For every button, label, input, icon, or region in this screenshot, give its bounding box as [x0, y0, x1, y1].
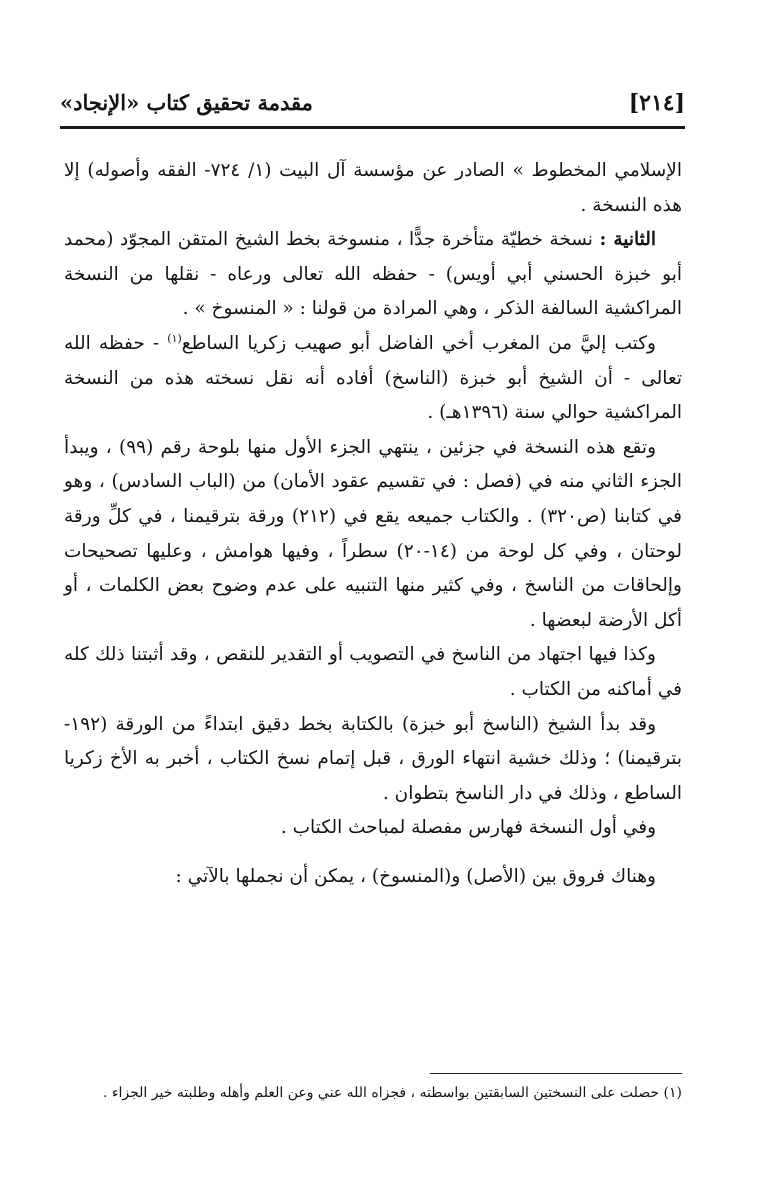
second-copy-lead: الثانية : — [599, 229, 656, 251]
paragraph-continuation: الإسلامي المخطوط » الصادر عن مؤسسة آل البيت (١/ ٧٢٤- الفقه وأصوله) إلا هذه النسخة . — [64, 160, 682, 216]
paragraph-description: وتقع هذه النسخة في جزئين ، ينتهي الجزء الأول منها بلوحة رقم (٩٩) ، ويبدأ الجزء الثاني منه في (فصل : في تقسيم عقود الأمان) من (الباب السادس) ، وهو في كتابنا (ص٣٢٠) . والكتاب جميعه يقع في (٢١٢) ورقة بترقيمنا ، في كلِّ ورقة لوحتان ، وفي كل لوحة من (١٤-٢٠) سطراً ، وفيها هوامش ، وعليها تصحيحات وإلحاقات من الناسخ ، وفي كثير منها التنبيه على عدم وضوح بعض الكلمات ، أو أكل الأرضة لبعضها . — [64, 436, 683, 631]
running-title: مقدمة تحقيق كتاب «الإنجاد» — [60, 90, 313, 115]
header-rule — [60, 126, 685, 129]
paragraph-corrections: وكذا فيها اجتهاد من الناسخ في التصويب أو التقدير للنقص ، وقد أثبتنا ذلك كله في أماكنه من الكتاب . — [64, 644, 682, 700]
footnote: (١) حصلت على النسختين السابقتين بواسطته ، فجزاه الله عني وعن العلم وأهله وطلبته خير الجزاء . — [103, 1085, 682, 1101]
footnote-marker: (١) — [167, 331, 182, 345]
page-number: [٢١٤] — [628, 90, 685, 116]
body-text — [64, 154, 682, 894]
correspondence-text-end: - حفظه الله تعالى - أن الشيخ أبو خبزة (الناسخ) أفاده أنه نقل نسخته هذه من النسخة المراكشية حوالي سنة (١٣٩٦هـ) . — [64, 332, 682, 424]
second-copy-text: نسخة خطيّة متأخرة جدًّا ، منسوخة بخط الشيخ المتقن المجوّد (محمد أبو خبزة الحسني أبي أويس) - حفظه الله تعالى ورعاه - نقلها من النسخة المراكشية السالفة الذكر ، وهي المرادة من قولنا : « المنسوخ » . — [64, 229, 682, 320]
page-header — [60, 86, 685, 126]
paragraph-differences: وهناك فروق بين (الأصل) و(المنسوخ) ، يمكن أن نجملها بالآتي : — [175, 865, 656, 887]
footnote-rule — [430, 1073, 682, 1074]
paragraph-second-copy — [64, 223, 682, 327]
correspondence-text-start: وكتب إليَّ من المغرب أخي الفاضل أبو صهيب زكريا الساطع — [181, 332, 656, 354]
paragraph-fine-script: وقد بدأ الشيخ (الناسخ أبو خبزة) بالكتابة بخط دقيق ابتداءً من الورقة (١٩٢- بترقيمنا) ؛ وذلك خشية انتهاء الورق ، قبل إتمام نسخ الكتاب ، أخبر به الأخ زكريا الساطع ، وذلك في دار الناسخ بتطوان . — [64, 713, 682, 804]
paragraph-indexes: وفي أول النسخة فهارس مفصلة لمباحث الكتاب . — [280, 817, 656, 839]
paragraph-correspondence — [64, 327, 682, 431]
